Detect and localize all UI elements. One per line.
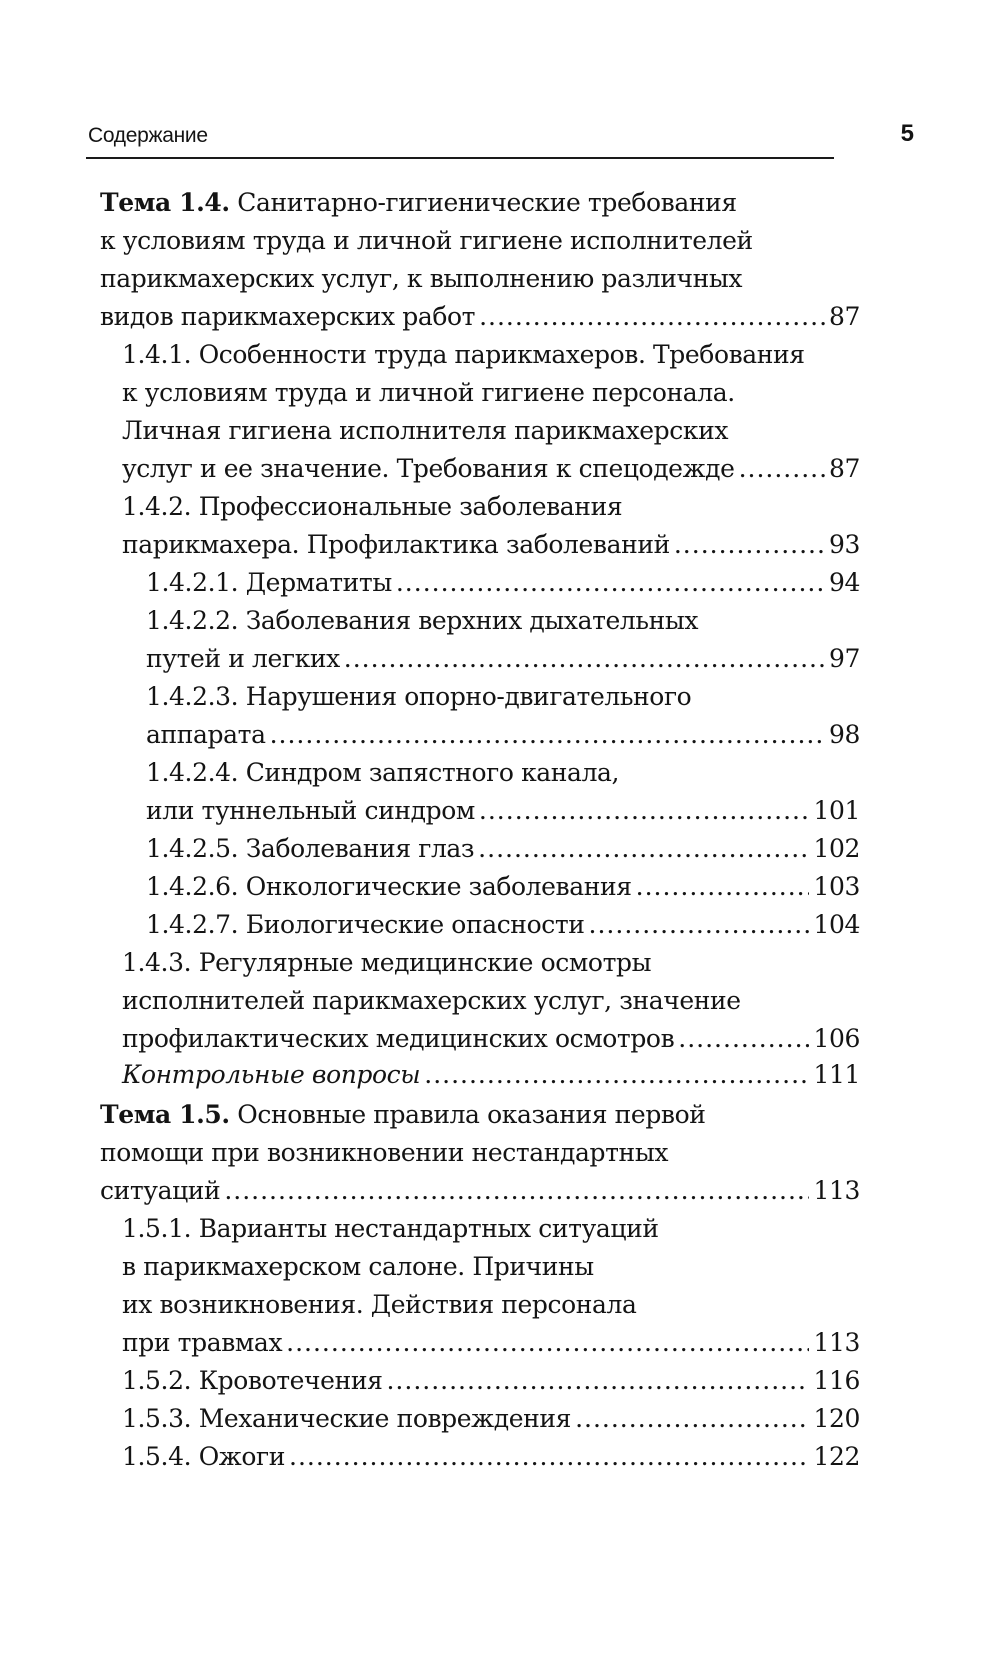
toc-line bbox=[146, 754, 860, 792]
dot-leader bbox=[289, 1438, 809, 1476]
toc-line bbox=[122, 982, 860, 1020]
toc-page-number: 113 bbox=[813, 1176, 860, 1205]
dot-leader bbox=[678, 1020, 809, 1058]
dot-leader bbox=[270, 716, 825, 754]
toc-line-text: к условиям труда и личной гигиене персонала. bbox=[122, 378, 735, 407]
toc-line bbox=[122, 336, 860, 374]
toc-entry-row bbox=[146, 906, 860, 944]
toc-line bbox=[122, 488, 860, 526]
dot-leader bbox=[396, 564, 825, 602]
toc-line-text: 1.4.2.2. Заболевания верхних дыхательных bbox=[146, 606, 699, 635]
toc-line-text: Санитарно-гигиенические требования bbox=[229, 188, 737, 217]
toc-entry-row bbox=[146, 830, 860, 868]
dot-leader bbox=[674, 526, 825, 564]
toc-line-text: 1.4.2.5. Заболевания глаз bbox=[146, 834, 475, 863]
dot-leader bbox=[344, 640, 825, 678]
toc-line-text: Контрольные вопросы bbox=[122, 1060, 421, 1089]
toc-page-number: 87 bbox=[828, 454, 860, 483]
toc-line bbox=[100, 222, 860, 260]
toc-page-number: 120 bbox=[813, 1404, 860, 1433]
toc-line-text: путей и легких bbox=[146, 644, 340, 673]
toc-page-number: 111 bbox=[813, 1060, 860, 1089]
toc-page-number: 113 bbox=[813, 1328, 860, 1357]
toc-line-text: 1.4.2. Профессиональные заболевания bbox=[122, 492, 623, 521]
toc-line bbox=[122, 1286, 860, 1324]
toc-line-text: 1.5.4. Ожоги bbox=[122, 1442, 286, 1471]
toc-line bbox=[100, 184, 860, 222]
toc-line-text: услуг и ее значение. Требования к спецодежде bbox=[122, 454, 735, 483]
toc-line bbox=[122, 1248, 860, 1286]
toc-entry-row bbox=[122, 526, 860, 564]
toc-page-number: 106 bbox=[813, 1024, 860, 1053]
toc-page-number: 104 bbox=[813, 910, 860, 939]
header-page-number: 5 bbox=[900, 120, 914, 147]
toc-line-text: аппарата bbox=[146, 720, 266, 749]
toc-line-text: 1.4.2.4. Синдром запястного канала, bbox=[146, 758, 620, 787]
topic-number: Тема 1.4. bbox=[100, 188, 230, 217]
toc-line-text: 1.4.3. Регулярные медицинские осмотры bbox=[122, 948, 652, 977]
dot-leader bbox=[636, 868, 810, 906]
toc-line-text: помощи при возникновении нестандартных bbox=[100, 1138, 669, 1167]
toc-entry-row bbox=[100, 1172, 860, 1210]
toc-line-text: 1.4.1. Особенности труда парикмахеров. Требования bbox=[122, 340, 805, 369]
dot-leader bbox=[479, 792, 810, 830]
toc-line-text: 1.4.2.3. Нарушения опорно-двигательного bbox=[146, 682, 692, 711]
toc-entry-row bbox=[122, 1400, 860, 1438]
toc-line-text: профилактических медицинских осмотров bbox=[122, 1024, 675, 1053]
dot-leader bbox=[479, 298, 825, 336]
toc-page-number: 98 bbox=[828, 720, 860, 749]
toc-entry-row bbox=[100, 298, 860, 336]
toc-line-text: при травмах bbox=[122, 1328, 283, 1357]
toc-line-text: 1.5.1. Варианты нестандартных ситуаций bbox=[122, 1214, 659, 1243]
topic-number: Тема 1.5. bbox=[100, 1100, 230, 1129]
toc-line-text: к условиям труда и личной гигиене исполнителей bbox=[100, 226, 753, 255]
toc-line-text: Личная гигиена исполнителя парикмахерских bbox=[122, 416, 729, 445]
toc-line-text: 1.4.2.6. Онкологические заболевания bbox=[146, 872, 632, 901]
dot-leader bbox=[478, 830, 809, 868]
toc-line-text: парикмахера. Профилактика заболеваний bbox=[122, 530, 670, 559]
toc-line-text: парикмахерских услуг, к выполнению различных bbox=[100, 264, 743, 293]
toc-page-number: 87 bbox=[828, 302, 860, 331]
dot-leader bbox=[386, 1362, 809, 1400]
toc-entry-row bbox=[122, 1020, 860, 1058]
toc-line-text: 1.5.2. Кровотечения bbox=[122, 1366, 383, 1395]
toc-page-number: 116 bbox=[813, 1366, 860, 1395]
toc-line bbox=[122, 374, 860, 412]
toc-page-number: 93 bbox=[828, 530, 860, 559]
toc-line bbox=[100, 1096, 860, 1134]
toc-line bbox=[100, 260, 860, 298]
toc-line bbox=[146, 602, 860, 640]
dot-leader bbox=[286, 1324, 809, 1362]
toc-page-number: 102 bbox=[813, 834, 860, 863]
toc-entry-row bbox=[146, 716, 860, 754]
toc-line bbox=[122, 1210, 860, 1248]
toc-entry-row bbox=[146, 868, 860, 906]
toc-line-text: исполнителей парикмахерских услуг, значение bbox=[122, 986, 741, 1015]
toc-page-number: 103 bbox=[813, 872, 860, 901]
dot-leader bbox=[424, 1056, 809, 1094]
toc-line-text: их возникновения. Действия персонала bbox=[122, 1290, 637, 1319]
toc-line bbox=[122, 412, 860, 450]
toc-line-text: в парикмахерском салоне. Причины bbox=[122, 1252, 594, 1281]
toc-entry-row bbox=[146, 640, 860, 678]
toc-line bbox=[146, 678, 860, 716]
toc-page-number: 97 bbox=[828, 644, 860, 673]
toc-entry-row bbox=[146, 564, 860, 602]
toc-line-text: или туннельный синдром bbox=[146, 796, 475, 825]
toc-line bbox=[122, 944, 860, 982]
dot-leader bbox=[739, 450, 825, 488]
toc-line-text: Основные правила оказания первой bbox=[229, 1100, 706, 1129]
toc-line-text: 1.4.2.1. Дерматиты bbox=[146, 568, 392, 597]
toc-entry-row bbox=[146, 792, 860, 830]
toc-page-number: 101 bbox=[813, 796, 860, 825]
toc-entry-row bbox=[122, 1056, 860, 1094]
toc-entry-row bbox=[122, 1324, 860, 1362]
toc-entry-row bbox=[122, 1362, 860, 1400]
toc-entry-row bbox=[122, 1438, 860, 1476]
toc-line-text: 1.4.2.7. Биологические опасности bbox=[146, 910, 585, 939]
toc-line bbox=[100, 1134, 860, 1172]
toc-page-number: 122 bbox=[813, 1442, 860, 1471]
toc-line-text: ситуаций bbox=[100, 1176, 221, 1205]
header-title: Содержание bbox=[88, 124, 208, 147]
dot-leader bbox=[224, 1172, 809, 1210]
dot-leader bbox=[575, 1400, 809, 1438]
toc-page-number: 94 bbox=[828, 568, 860, 597]
toc-entry-row bbox=[122, 450, 860, 488]
toc-line-text: видов парикмахерских работ bbox=[100, 302, 476, 331]
toc-line-text: 1.5.3. Механические повреждения bbox=[122, 1404, 572, 1433]
dot-leader bbox=[589, 906, 810, 944]
